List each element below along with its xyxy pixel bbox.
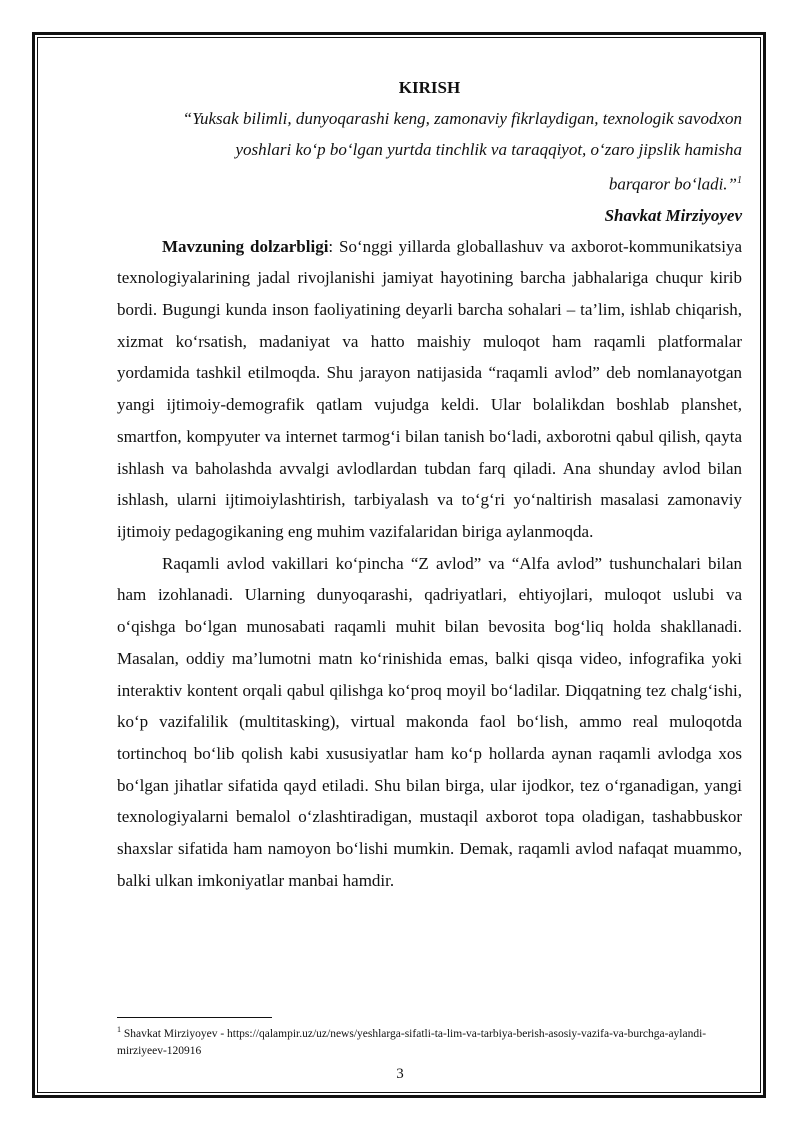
paragraph-digital-generation: Raqamli avlod vakillari koʻpincha “Z avlod” va “Alfa avlod” tushunchalari bilan ham izohlanadi. Ularning dunyoqarashi, qadriyatlari, ehtiyojlari, muloqot uslubi va oʻqishga boʻlgan munosabati raqamli muhit bilan bevosita bogʻliq holda shakllanadi. Masalan, oddiy ma’lumotni matn koʻrinishida emas, balki qisqa video, infografika yoki interaktiv kontent orqali qabul qilishga koʻproq moyil boʻladilar. Diqqatning tez chalgʻishi, koʻp vazifalilik (multitasking), virtual makonda faol boʻlish, ammo real muloqotda tortinchoq boʻlib qolish kabi xususiyatlar ham koʻp hollarda aynan raqamli avlodga xos boʻlgan jihatlar sifatida qayd etiladi. Shu bilan birga, ular ijodkor, tez oʻrganadigan, yangi texnologiyalarni bemalol oʻzlashtiradigan, mustaqil axborot topa oladigan, tashabbuskor shaxslar sifatida ham namoyon boʻlishi mumkin. Demak, raqamli avlod nafaqat muammo, balki ulkan imkoniyatlar manbai hamdir. — [117, 553, 742, 890]
epigraph-line-3-text: barqaror boʻladi.” — [608, 174, 737, 194]
epigraph — [117, 103, 742, 231]
epigraph-line-1: “Yuksak bilimli, dunyoqarashi keng, zamonaviy fikrlaydigan, texnologik savodxon — [182, 109, 742, 128]
paragraph-lead: Mavzuning dolzarbligi — [162, 236, 329, 256]
page-content — [117, 72, 742, 896]
footnote-reference: 1 — [737, 175, 742, 186]
page-number: 3 — [396, 1066, 404, 1082]
epigraph-author: Shavkat Mirziyoyev — [604, 205, 742, 225]
paragraph-relevance — [117, 231, 742, 548]
paragraph-text: : Soʻnggi yillarda globallashuv va axborot-kommunikatsiya texnologiyalarining jadal rivojlanishi jamiyat hayotining barcha jabhalariga chuqur kirib bordi. Bugungi kunda inson faoliyatining deyarli barcha sohalari – ta’lim, ishlab chiqarish, xizmat koʻrsatish, madaniyat va hatto maishiy muloqot ham raqamli platformalar yordamida tashkil etilmoqda. Shu jarayon natijasida “raqamli avlod” deb nomlanayotgan yangi ijtimoiy-demografik qatlam vujudga keldi. Ular bolalikdan boshlab planshet, smartfon, kompyuter va internet tarmogʻi bilan tanish boʻladi, axborotni qabul qilish, qayta ishlash va baholashda avvalgi avlodlardan tubdan farq qiladi. Ana shunday avlod bilan ishlash, ularni ijtimoiylashtirish, tarbiyalash va toʻgʻri yoʻnaltirish masalasi zamonaviy ijtimoiy pedagogikaning eng muhim vazifalaridan biriga aylanmoqda. — [117, 236, 742, 541]
epigraph-line-3 — [117, 165, 742, 200]
footnote-number: 1 — [117, 1025, 121, 1034]
footnote-text: Shavkat Mirziyoyev - https://qalampir.uz/uz/news/yeshlarga-sifatli-ta-lim-va-tarbiya-berish-asosiy-vazifa-va-burchga-aylandi-mirziyeev-120916 — [117, 1027, 707, 1057]
section-heading: KIRISH — [398, 78, 461, 97]
epigraph-line-2: yoshlari koʻp boʻlgan yurtda tinchlik va taraqqiyot, oʻzaro jipslik hamisha — [235, 140, 742, 159]
footnote-separator — [117, 1017, 272, 1018]
footnote — [117, 1021, 742, 1060]
